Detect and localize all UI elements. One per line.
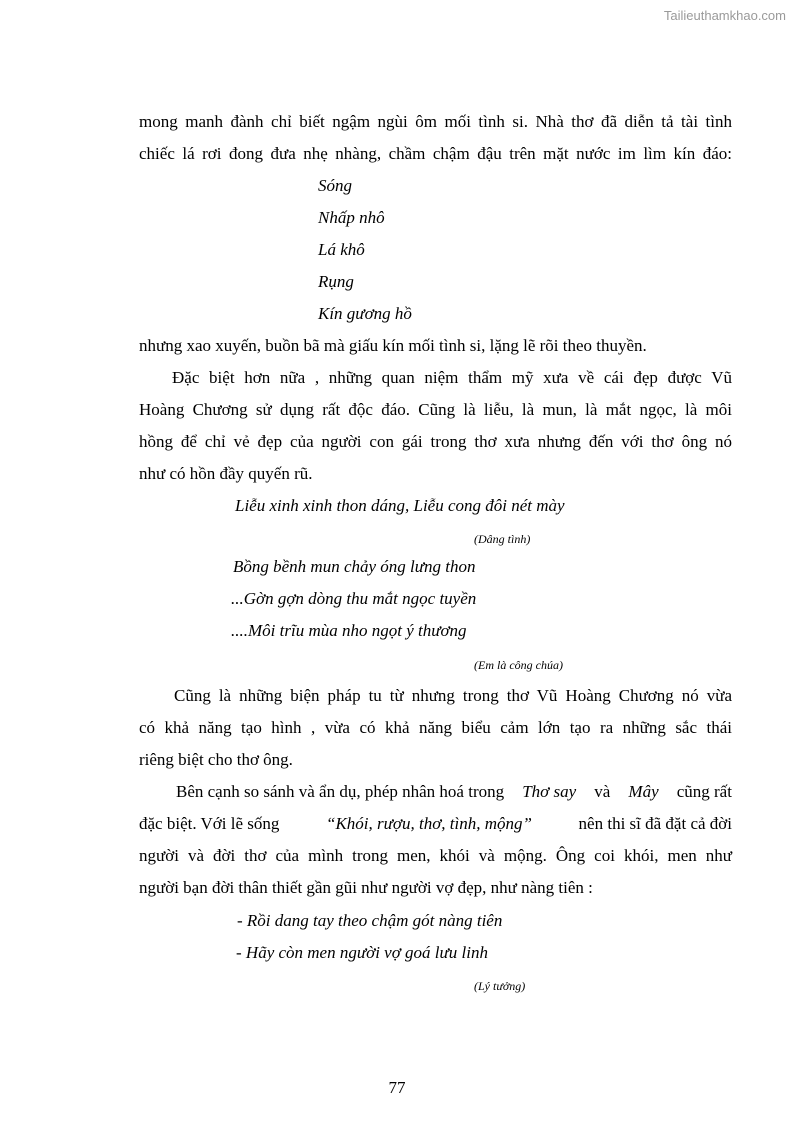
body-line: hồng để chỉ vẻ đẹp của người con gái trong thơ xưa nhưng đến với thơ ông nó — [139, 432, 732, 451]
poem-line: ...Gờn gợn dòng thu mắt ngọc tuyền — [231, 589, 477, 608]
body-line: Hoàng Chương sử dụng rất độc đáo. Cũng là liễu, là mun, là mắt ngọc, là môi — [139, 400, 732, 419]
poem-line: Sóng — [318, 176, 352, 195]
body-line — [139, 814, 732, 834]
body-line: mong manh đành chỉ biết ngậm ngùi ôm mối tình si. Nhà thơ đã diễn tả tài tình — [139, 112, 732, 131]
body-line: người bạn đời thân thiết gần gũi như người vợ đẹp, như nàng tiên : — [139, 878, 593, 897]
body-line: có khả năng tạo hình , vừa có khả năng biểu cảm lớn tạo ra những sắc thái — [139, 718, 732, 737]
body-line: chiếc lá rơi đong đưa nhẹ nhàng, chầm chậm đậu trên mặt nước im lìm kín đáo: — [139, 144, 732, 163]
body-line — [176, 782, 732, 802]
body-line: Đặc biệt hơn nữa , những quan niệm thẩm mỹ xưa về cái đẹp được Vũ — [172, 368, 732, 387]
body-line: nhưng xao xuyến, buồn bã mà giấu kín mối tình si, lặng lẽ rõi theo thuyền. — [139, 336, 647, 355]
text-span: Bên cạnh so sánh và ẩn dụ, phép nhân hoá trong — [176, 782, 509, 801]
quote: “Khói, rượu, thơ, tình, mộng” — [326, 814, 532, 833]
poem-source: (Dâng tình) — [474, 532, 531, 546]
text-span: đặc biệt. Với lẽ sống — [139, 814, 284, 833]
poem-source: (Lý tưởng) — [474, 979, 526, 993]
book-title: Thơ say — [522, 782, 577, 801]
text-span: nên thi sĩ đã đặt cả đời — [574, 814, 732, 833]
body-line: Cũng là những biện pháp tu từ nhưng trong thơ Vũ Hoàng Chương nó vừa — [174, 686, 732, 705]
body-line: riêng biệt cho thơ ông. — [139, 750, 293, 769]
page-number: 77 — [388, 1078, 406, 1097]
poem-line: Liễu xinh xinh thon dáng, Liễu cong đôi nét mày — [235, 496, 565, 515]
poem-line: - Rồi dang tay theo chậm gót nàng tiên — [237, 911, 503, 930]
book-title: Mây — [628, 782, 659, 801]
body-line: như có hồn đầy quyến rũ. — [139, 464, 313, 483]
poem-line: ....Môi trĩu mùa nho ngọt ý thương — [231, 621, 467, 640]
poem-line: Lá khô — [318, 240, 365, 259]
watermark: Tailieuthamkhao.com — [663, 8, 786, 23]
poem-line: Rụng — [318, 272, 354, 291]
text-span: và — [590, 782, 615, 801]
poem-source: (Em là công chúa) — [474, 658, 563, 672]
poem-line: - Hãy còn men người vợ goá lưu linh — [236, 943, 488, 962]
poem-line: Bồng bềnh mun chảy óng lưng thon — [233, 557, 476, 576]
text-span: cũng rất — [672, 782, 732, 801]
poem-line: Nhấp nhô — [318, 208, 385, 227]
body-line: người và đời thơ của mình trong men, khói và mộng. Ông coi khói, men như — [139, 846, 732, 865]
poem-line: Kín gương hồ — [318, 304, 412, 323]
